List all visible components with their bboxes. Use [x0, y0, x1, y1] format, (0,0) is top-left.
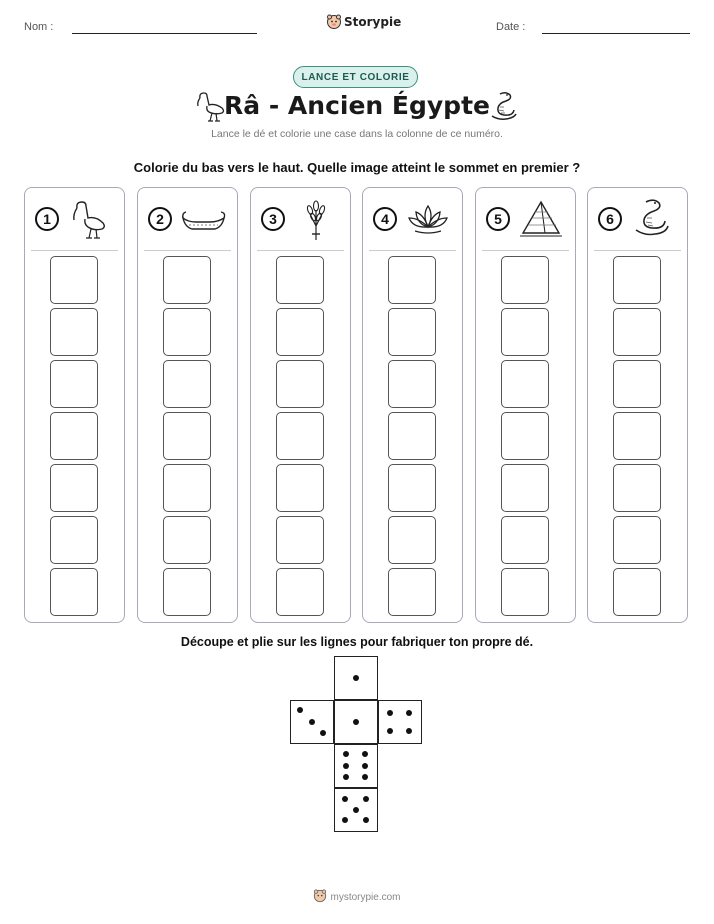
column-2	[137, 187, 238, 623]
color-cell[interactable]	[163, 516, 211, 564]
column-1	[24, 187, 125, 623]
color-cell[interactable]	[388, 256, 436, 304]
column-divider	[257, 250, 344, 251]
color-cell[interactable]	[501, 360, 549, 408]
date-line	[542, 33, 690, 34]
color-cell[interactable]	[613, 256, 661, 304]
column-divider	[594, 250, 681, 251]
column-6	[587, 187, 688, 623]
footer-mascot-icon	[313, 889, 327, 903]
color-cell[interactable]	[501, 308, 549, 356]
color-cell[interactable]	[501, 256, 549, 304]
dice-pip	[387, 728, 393, 734]
color-cell[interactable]	[501, 464, 549, 512]
pyramid-icon	[518, 196, 564, 242]
color-cell[interactable]	[276, 256, 324, 304]
brand-name: Storypie	[344, 15, 402, 29]
column-number: 4	[373, 207, 397, 231]
column-4	[362, 187, 463, 623]
color-cell[interactable]	[276, 412, 324, 460]
color-cell[interactable]	[613, 360, 661, 408]
instruction-text: Colorie du bas vers le haut. Quelle image atteint le sommet en premier ?	[133, 160, 581, 175]
color-cell[interactable]	[613, 568, 661, 616]
page-title: Râ - Ancien Égypte	[224, 91, 490, 120]
lotus-icon	[405, 196, 451, 242]
dice-face-4	[378, 700, 422, 744]
dice-pip	[320, 730, 326, 736]
dice-pip	[362, 774, 368, 780]
color-cell[interactable]	[388, 412, 436, 460]
dice-pip	[363, 817, 369, 823]
color-cell[interactable]	[163, 464, 211, 512]
color-cell[interactable]	[613, 308, 661, 356]
dice-pip	[353, 675, 359, 681]
cobra-icon	[630, 196, 676, 242]
color-cell[interactable]	[613, 516, 661, 564]
wheat-icon	[293, 196, 339, 242]
color-cell[interactable]	[163, 568, 211, 616]
column-divider	[369, 250, 456, 251]
subtitle: Lance le dé et colorie une case dans la colonne de ce numéro.	[211, 128, 503, 140]
color-cell[interactable]	[50, 464, 98, 512]
dice-pip	[343, 774, 349, 780]
dice-pip	[363, 796, 369, 802]
dice-instruction: Découpe et plie sur les lignes pour fabriquer ton propre dé.	[180, 635, 534, 649]
color-cell[interactable]	[50, 308, 98, 356]
dice-face-1	[334, 656, 378, 700]
column-divider	[31, 250, 118, 251]
footer-url: mystorypie.com	[330, 892, 401, 903]
column-number: 1	[35, 207, 59, 231]
dice-pip	[406, 710, 412, 716]
color-cell[interactable]	[163, 256, 211, 304]
color-cell[interactable]	[388, 308, 436, 356]
color-cell[interactable]	[50, 412, 98, 460]
dice-face-3	[290, 700, 334, 744]
column-5	[475, 187, 576, 623]
dice-pip	[342, 796, 348, 802]
mascot-icon	[326, 14, 342, 30]
color-cell[interactable]	[163, 412, 211, 460]
dice-net	[290, 656, 424, 836]
cobra-title-icon	[486, 90, 520, 122]
color-cell[interactable]	[501, 412, 549, 460]
color-cell[interactable]	[613, 412, 661, 460]
dice-pip	[353, 807, 359, 813]
color-cell[interactable]	[276, 360, 324, 408]
color-cell[interactable]	[276, 308, 324, 356]
color-cell[interactable]	[50, 516, 98, 564]
column-number: 5	[486, 207, 510, 231]
dice-pip	[343, 763, 349, 769]
ibis-icon	[67, 196, 113, 242]
color-cell[interactable]	[388, 568, 436, 616]
name-label: Nom :	[24, 21, 54, 33]
dice-face-6	[334, 744, 378, 788]
column-divider	[144, 250, 231, 251]
dice-face-5	[334, 788, 378, 832]
dice-face-1	[334, 700, 378, 744]
color-cell[interactable]	[50, 568, 98, 616]
column-number: 3	[261, 207, 285, 231]
color-cell[interactable]	[163, 308, 211, 356]
column-3	[250, 187, 351, 623]
color-cell[interactable]	[50, 256, 98, 304]
color-cell[interactable]	[276, 464, 324, 512]
dice-pip	[362, 751, 368, 757]
date-label: Date :	[496, 21, 526, 33]
column-number: 2	[148, 207, 172, 231]
color-cell[interactable]	[388, 516, 436, 564]
color-cell[interactable]	[613, 464, 661, 512]
brand-logo	[326, 13, 402, 33]
color-cell[interactable]	[276, 516, 324, 564]
boat-icon	[180, 196, 226, 242]
dice-pip	[406, 728, 412, 734]
column-number: 6	[598, 207, 622, 231]
color-cell[interactable]	[163, 360, 211, 408]
dice-pip	[297, 707, 303, 713]
dice-pip	[343, 751, 349, 757]
dice-pip	[353, 719, 359, 725]
color-cell[interactable]	[501, 516, 549, 564]
dice-pip	[309, 719, 315, 725]
activity-badge: LANCE ET COLORIE	[293, 66, 418, 88]
color-cell[interactable]	[388, 464, 436, 512]
dice-pip	[342, 817, 348, 823]
column-divider	[482, 250, 569, 251]
name-line	[72, 33, 257, 34]
color-cell[interactable]	[388, 360, 436, 408]
color-cell[interactable]	[276, 568, 324, 616]
color-cell[interactable]	[50, 360, 98, 408]
dice-pip	[387, 710, 393, 716]
footer	[0, 889, 714, 903]
color-cell[interactable]	[501, 568, 549, 616]
dice-pip	[362, 763, 368, 769]
